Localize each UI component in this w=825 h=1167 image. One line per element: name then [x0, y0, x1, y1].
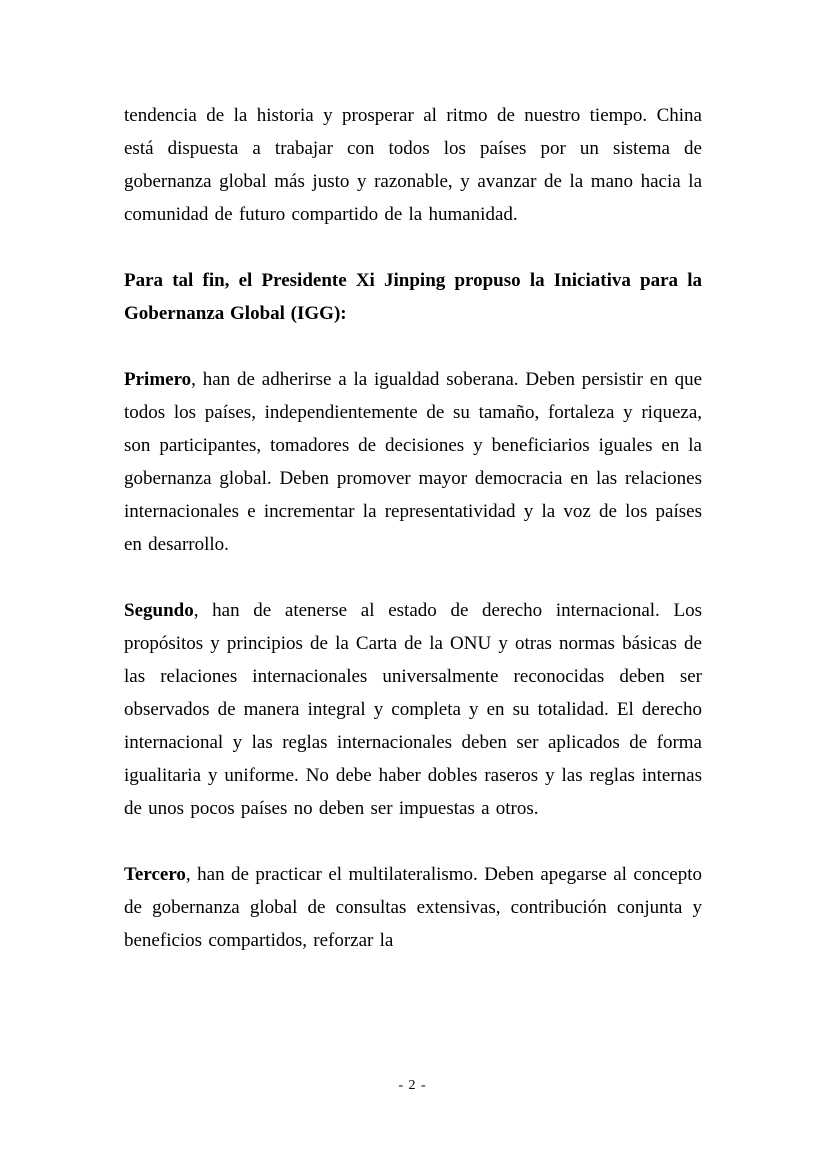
- paragraph-lead-tercero: Tercero: [124, 864, 186, 885]
- paragraph-tercero: [124, 858, 702, 957]
- paragraph-heading-igg: Para tal fin, el Presidente Xi Jinping propuso la Iniciativa para la Gobernanza Global (IGG):: [124, 270, 702, 324]
- paragraph-body-primero: , han de adherirse a la igualdad soberana. Deben persistir en que todos los países, independientemente de su tamaño, fortaleza y riqueza, son participantes, tomadores de decisiones y beneficiarios iguales en la gobernanza global. Deben promover mayor democracia en las relaciones internacionales e incrementar la representatividad y la voz de los países en desarrollo.: [124, 369, 702, 555]
- paragraph-lead-segundo: Segundo: [124, 600, 194, 621]
- page-body: [124, 99, 702, 990]
- paragraph-body-tercero: , han de practicar el multilateralismo. Deben apegarse al concepto de gobernanza global de consultas extensivas, contribución conjunta y beneficios compartidos, reforzar la: [124, 864, 702, 951]
- page-number: - 2 -: [398, 1078, 427, 1093]
- paragraph-intro: tendencia de la historia y prosperar al ritmo de nuestro tiempo. China está dispuesta a trabajar con todos los países por un sistema de gobernanza global más justo y razonable, y avanzar de la mano hacia la comunidad de futuro compartido de la humanidad.: [124, 105, 702, 225]
- paragraph-segundo: [124, 594, 702, 825]
- paragraph-primero: [124, 363, 702, 561]
- paragraph-body-segundo: , han de atenerse al estado de derecho internacional. Los propósitos y principios de la Carta de la ONU y otras normas básicas de las relaciones internacionales universalmente reconocidas deben ser observados de manera integral y completa y en su totalidad. El derecho internacional y las reglas internacionales deben ser aplicados de forma igualitaria y uniforme. No debe haber dobles raseros y las reglas internas de unos pocos países no deben ser impuestas a otros.: [124, 600, 702, 819]
- paragraph-lead-primero: Primero: [124, 369, 192, 390]
